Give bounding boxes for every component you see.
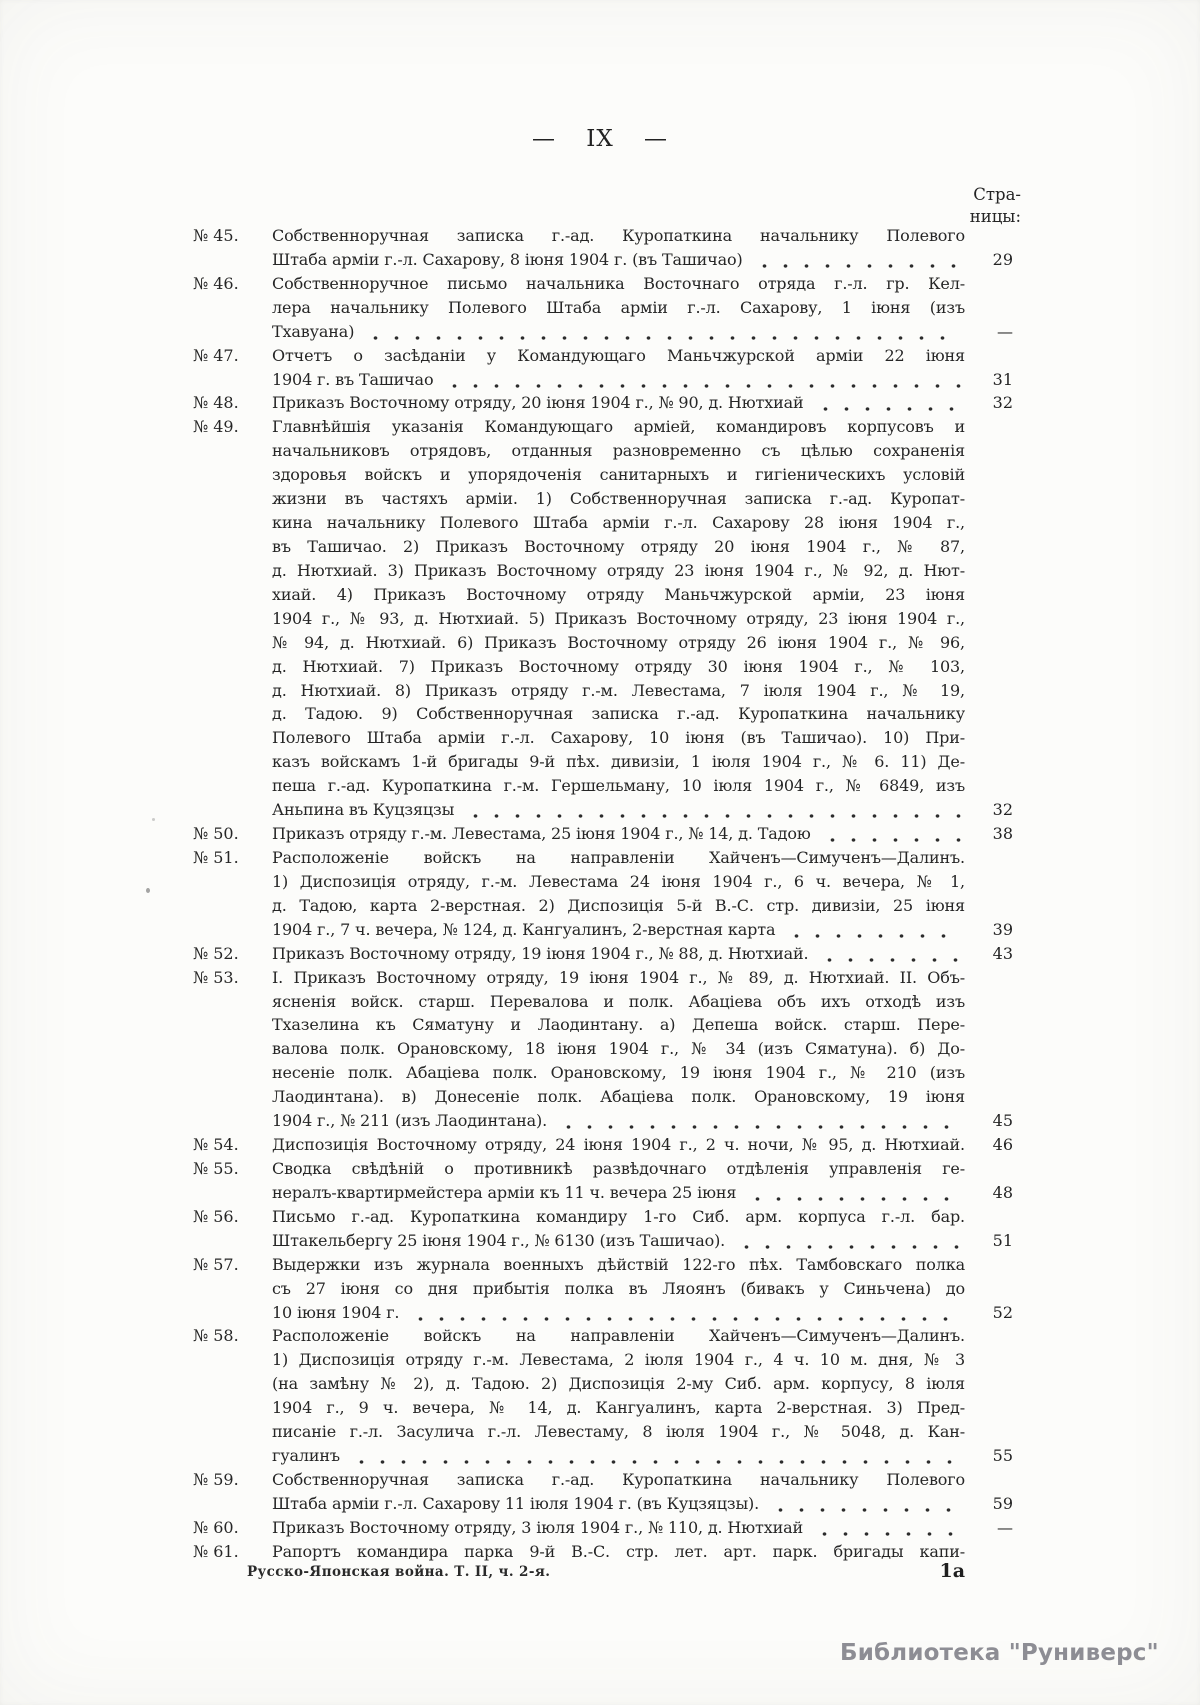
entry-page-number: 43	[992, 943, 1013, 963]
entry-line	[272, 1109, 965, 1133]
page-header-roman-numeral: — IX —	[531, 126, 669, 152]
entry-number: № 55.	[193, 1159, 239, 1179]
entry-line	[272, 1181, 965, 1205]
toc-entry	[193, 391, 1013, 415]
leader-dots	[820, 822, 961, 846]
entry-text	[272, 391, 965, 415]
entry-line: казъ войскамъ 1-й бригады 9-й пѣх. дивизіи, 1 іюля 1904 г., № 6. 11) Де-	[272, 752, 965, 772]
scan-speck	[146, 888, 150, 893]
entry-text	[272, 344, 965, 392]
entry-page-number: 32	[992, 393, 1013, 413]
entry-line-text: 1904 г., № 211 (изъ Лаодинтана).	[272, 1111, 548, 1131]
entry-line-text: Аньпина въ Куцзяцзы	[272, 800, 455, 820]
entry-text	[272, 1157, 965, 1205]
entry-line-text: Приказъ Восточному отряду, 3 іюля 1904 г., № 110, д. Нютхиай	[272, 1517, 803, 1537]
entry-line-text: Приказъ Восточному отряду, 19 іюня 1904 г., № 88, д. Нютхиай.	[272, 943, 809, 963]
leader-dots	[813, 391, 962, 415]
entry-number: № 60.	[193, 1517, 239, 1537]
entry-number: № 56.	[193, 1206, 239, 1226]
entry-number: № 54.	[193, 1135, 239, 1155]
entry-number: № 50.	[193, 824, 239, 844]
leader-dots	[442, 368, 961, 392]
entry-text	[272, 966, 965, 1133]
entry-line-text: Тхавуана)	[272, 321, 355, 341]
entry-line: 1904 г., 9 ч. вечера, № 14, д. Кангуалинъ, карта 2-верстная. 3) Пред-	[272, 1398, 965, 1418]
toc-entry	[193, 966, 1013, 1133]
entry-page-number: 46	[992, 1135, 1013, 1155]
entry-line: Отчетъ о засѣданіи у Командующаго Маньчжурской арміи 22 іюня	[272, 345, 965, 365]
entry-line: Выдержки изъ журнала военныхъ дѣйствій 122-го пѣх. Тамбовскаго полка	[272, 1254, 965, 1274]
entry-line	[272, 942, 965, 966]
entry-line-text: нералъ-квартирмейстера арміи къ 11 ч. вечера 25 іюня	[272, 1182, 737, 1202]
entry-page-number: 59	[992, 1493, 1013, 1513]
entry-number: № 45.	[193, 226, 239, 245]
entry-line-text: Штаба арміи г.-л. Сахарову 11 іюля 1904 г. (въ Куцзяцзы).	[272, 1493, 760, 1513]
entry-line: Письмо г.-ад. Куропаткина командиру 1-го Сиб. арм. корпуса г.-л. бар.	[272, 1206, 965, 1226]
entry-page-number: —	[997, 321, 1013, 341]
entry-line: жизни въ частяхъ арміи. 1) Собственноручная записка г.-ад. Куропат-	[272, 489, 965, 509]
entry-line	[272, 1492, 965, 1516]
watermark-text: Библиотека "Руниверс"	[840, 1640, 1159, 1666]
entry-line: начальниковъ отрядовъ, отданныя разновременно съ цѣлью сохраненія	[272, 441, 965, 461]
leader-dots	[408, 1301, 961, 1325]
entry-page-number: 32	[992, 800, 1013, 820]
leader-dots	[784, 918, 961, 942]
entry-line: Главнѣйшія указанія Командующаго арміей, командировъ корпусовъ и	[272, 417, 965, 437]
entry-line: д. Нютхиай. 3) Приказъ Восточному отряду 23 іюня 1904 г., № 92, д. Нют-	[272, 560, 965, 580]
entry-line: д. Тадою. 9) Собственноручная записка г.-ад. Куропаткина начальнику	[272, 704, 965, 724]
entry-number: № 58.	[193, 1326, 239, 1346]
entry-page-number: 55	[992, 1446, 1013, 1466]
pages-column-label-line1: Стра-	[973, 185, 1021, 204]
pages-column-label	[970, 184, 1021, 228]
leader-dots	[768, 1492, 961, 1516]
entry-text	[272, 1468, 965, 1516]
entry-page-number: 52	[992, 1302, 1013, 1322]
entry-line	[272, 1444, 965, 1468]
entry-line: д. Нютхиай. 8) Приказъ отряду г.-м. Левестама, 7 іюля 1904 г., № 19,	[272, 680, 965, 700]
entry-line: I. Приказъ Восточному отряду, 19 іюня 1904 г., № 89, д. Нютхиай. II. Объ-	[272, 967, 965, 987]
entry-number: № 61.	[193, 1541, 239, 1561]
toc-entry	[193, 1133, 1013, 1157]
entry-line: д. Нютхиай. 7) Приказъ Восточному отряду 30 іюня 1904 г., № 103,	[272, 656, 965, 676]
entry-line	[272, 918, 965, 942]
entry-line-text: 10 іюня 1904 г.	[272, 1302, 400, 1322]
toc-entry	[193, 1324, 1013, 1468]
entry-line: въ Ташичао. 2) Приказъ Восточному отряду 20 іюня 1904 г., № 87,	[272, 537, 965, 556]
entry-line: Лаодинтана). в) Донесеніе полк. Абаціева полк. Орановскому, 19 іюня	[272, 1087, 965, 1107]
entry-line: здоровья войскъ и упорядоченія санитарныхъ и гигіеническихъ условій	[272, 465, 965, 485]
toc-entry	[193, 224, 1013, 272]
entry-line-text: Штакельбергу 25 іюня 1904 г., № 6130 (изъ Ташичао).	[272, 1230, 726, 1250]
entry-line: Тхазелина къ Сяматуну и Лаодинтану. а) Депеша войск. старш. Пере-	[272, 1015, 965, 1035]
entry-text	[272, 846, 965, 942]
entry-line: писаніе г.-л. Засулича г.-л. Левестаму, 8 іюля 1904 г., № 5048, д. Кан-	[272, 1422, 965, 1442]
entry-number: № 46.	[193, 273, 239, 293]
toc-entry	[193, 822, 1013, 846]
toc-entry	[193, 1205, 1013, 1253]
entry-line: съ 27 іюня со дня прибытія полка въ Ляоянъ (бивакъ у Синьчена) до	[272, 1278, 965, 1298]
toc-entry	[193, 942, 1013, 966]
entry-line: хиай. 4) Приказъ Восточному отряду Маньчжурской арміи, 23 іюня	[272, 584, 965, 604]
entry-page-number: 51	[992, 1230, 1013, 1250]
entry-text	[272, 224, 965, 272]
entry-line: Рапортъ командира парка 9-й В.-С. стр. лет. арт. парк. бригады капи-	[272, 1541, 965, 1561]
entry-line: кина начальнику Полевого Штаба арміи г.-л. Сахарову 28 іюня 1904 г.,	[272, 513, 965, 533]
entry-line: ясненія войск. старш. Перевалова и полк. Абаціева объ ихъ отходѣ изъ	[272, 991, 965, 1011]
entry-line: лера начальнику Полевого Штаба арміи г.-л. Сахарову, 1 іюня (изъ	[272, 297, 965, 317]
leader-dots	[752, 248, 961, 272]
entry-text	[272, 1205, 965, 1253]
pages-column-label-line2: ницы:	[969, 207, 1021, 226]
entry-line: Расположеніе войскъ на направленіи Хайченъ—Симученъ—Далинъ.	[272, 1326, 965, 1346]
footer-book-title: Русско-Японская война. Т. II, ч. 2-я.	[247, 1564, 551, 1580]
entry-line: Полевого Штаба арміи г.-л. Сахарову, 10 іюня (въ Ташичао). 10) При-	[272, 728, 965, 748]
entry-text	[272, 1516, 965, 1540]
entry-line: Собственноручная записка г.-ад. Куропаткина начальнику Полевого	[272, 1470, 965, 1489]
entry-number: № 51.	[193, 848, 239, 867]
toc-entry	[193, 1253, 1013, 1325]
entry-line: пеша г.-ад. Куропаткина г.-м. Гершельману, 10 іюля 1904 г., № 6849, изъ	[272, 776, 965, 796]
entry-text	[272, 822, 965, 846]
entry-line-text: Приказъ отряду г.-м. Левестама, 25 іюня 1904 г., № 14, д. Тадою	[272, 824, 811, 844]
entry-line-text: Приказъ Восточному отряду, 20 іюня 1904 г., № 90, д. Нютхиай	[272, 393, 804, 413]
entry-line: д. Тадою, карта 2-верстная. 2) Диспозиція 5-й В.-С. стр. дивизіи, 25 іюня	[272, 895, 965, 915]
entry-page-number: 29	[992, 249, 1013, 269]
entry-text	[272, 272, 965, 344]
entry-page-number	[965, 1540, 1013, 1564]
leader-dots	[734, 1229, 961, 1253]
toc-entry	[193, 1516, 1013, 1540]
entry-line: (на замѣну № 2), д. Тадою. 2) Диспозиція 2-му Сиб. арм. корпусу, 8 іюля	[272, 1374, 965, 1394]
entry-line: валова полк. Орановскому, 18 іюня 1904 г., № 34 (изъ Сяматуна). б) До-	[272, 1039, 965, 1059]
entry-line: Диспозиція Восточному отряду, 24 іюня 1904 г., 2 ч. ночи, № 95, д. Нютхиай.	[272, 1135, 965, 1155]
entry-line	[272, 248, 965, 272]
entry-number: № 49.	[193, 417, 239, 437]
leader-dots	[817, 942, 961, 966]
leader-dots	[556, 1109, 961, 1133]
entry-number: № 59.	[193, 1470, 239, 1489]
entry-text	[272, 942, 965, 966]
entry-number: № 47.	[193, 345, 239, 365]
scan-speck	[152, 818, 155, 821]
entry-page-number: 39	[992, 919, 1013, 939]
toc-entry	[193, 846, 1013, 942]
entry-page-number: 48	[992, 1182, 1013, 1202]
entry-text	[272, 415, 965, 822]
entry-line	[272, 368, 965, 392]
footer-signature-mark: 1а	[939, 1560, 965, 1582]
entry-line-text: гуалинъ	[272, 1446, 340, 1466]
entry-line: Собственноручная записка г.-ад. Куропаткина начальнику Полевого	[272, 226, 965, 245]
entry-line: 1904 г., № 93, д. Нютхиай. 5) Приказъ Восточному отряду, 23 іюня 1904 г.,	[272, 608, 965, 628]
entry-text	[272, 1133, 965, 1157]
entry-page-number: —	[997, 1517, 1013, 1537]
entry-line-text: 1904 г., 7 ч. вечера, № 124, д. Кангуалинъ, 2-верстная карта	[272, 919, 776, 939]
entry-number: № 53.	[193, 967, 239, 987]
toc-entry	[193, 415, 1013, 822]
entry-line: Собственноручное письмо начальника Восточнаго отряда г.-л. гр. Кел-	[272, 273, 965, 293]
entry-number: № 52.	[193, 943, 239, 963]
leader-dots	[363, 320, 961, 344]
toc-entry	[193, 272, 1013, 344]
entry-line: Сводка свѣдѣній о противникѣ развѣдочнаго отдѣленія управленія ге-	[272, 1159, 965, 1179]
entry-line	[272, 320, 965, 344]
entry-page-number: 45	[992, 1111, 1013, 1131]
entry-number: № 57.	[193, 1254, 239, 1274]
entry-line: 1) Диспозиція отряду, г.-м. Левестама 24 іюня 1904 г., 6 ч. вечера, № 1,	[272, 871, 965, 891]
leader-dots	[745, 1181, 961, 1205]
entry-number: № 48.	[193, 393, 239, 413]
entry-page-number: 38	[992, 824, 1013, 844]
leader-dots	[812, 1516, 961, 1540]
entry-line-text: Штаба арміи г.-л. Сахарову, 8 іюня 1904 г. (въ Ташичао)	[272, 249, 743, 269]
entry-line	[272, 1516, 965, 1540]
entry-line: № 94, д. Нютхиай. 6) Приказъ Восточному отряду 26 іюня 1904 г., № 96,	[272, 632, 965, 652]
entry-line	[272, 1229, 965, 1253]
entry-line	[272, 1301, 965, 1325]
toc-entry	[193, 1468, 1013, 1516]
entry-line	[272, 391, 965, 415]
toc-entry	[193, 1157, 1013, 1205]
entry-line: несеніе полк. Абаціева полк. Орановскому, 19 іюня 1904 г., № 210 (изъ	[272, 1063, 965, 1083]
entry-text	[272, 1324, 965, 1468]
entry-line	[272, 822, 965, 846]
entry-line	[272, 798, 965, 822]
entry-text	[272, 1253, 965, 1325]
toc-entry	[193, 344, 1013, 392]
leader-dots	[463, 798, 961, 822]
entry-page-number: 31	[992, 369, 1013, 389]
entry-line: 1) Диспозиція отряду г.-м. Левестама, 2 іюля 1904 г., 4 ч. 10 м. дня, № 3	[272, 1350, 965, 1370]
leader-dots	[349, 1444, 961, 1468]
toc-entries	[193, 224, 1013, 1564]
entry-line: Расположеніе войскъ на направленіи Хайченъ—Симученъ—Далинъ.	[272, 848, 965, 867]
entry-line-text: 1904 г. въ Ташичао	[272, 369, 434, 389]
